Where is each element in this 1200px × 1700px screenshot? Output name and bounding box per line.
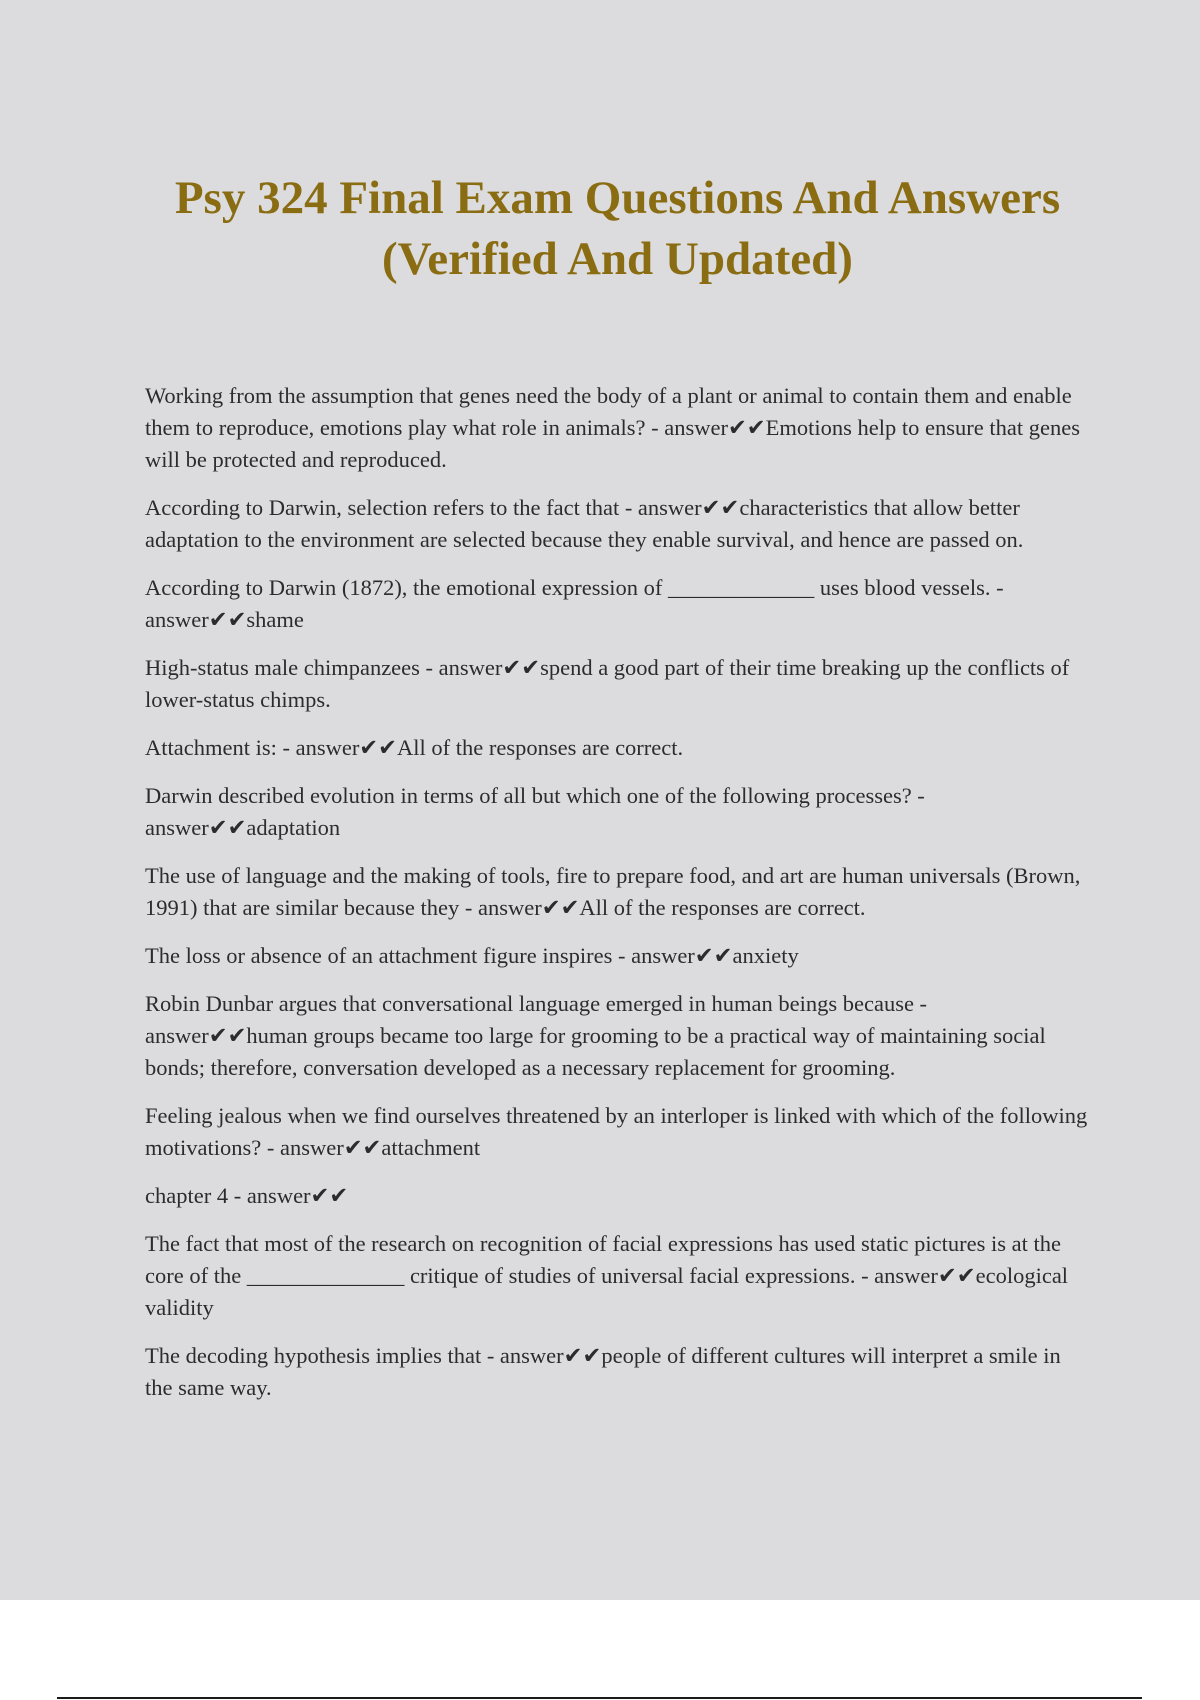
qa-item: According to Darwin (1872), the emotional expression of _____________ uses blood vessels. - answer✔✔shame <box>145 575 1004 632</box>
qa-item: According to Darwin, selection refers to the fact that - answer✔✔characteristics that allow better adaptation to the environment are selected because they enable survival, and hence are passed on. <box>145 495 1024 552</box>
qa-item: The decoding hypothesis implies that - answer✔✔people of different cultures will interpret a smile in the same way. <box>145 1343 1061 1400</box>
footer-divider <box>57 1697 1142 1699</box>
qa-item: Feeling jealous when we find ourselves threatened by an interloper is linked with which of the following motivations? - answer✔✔attachment <box>145 1103 1088 1160</box>
qa-item: Working from the assumption that genes need the body of a plant or animal to contain them and enable them to reproduce, emotions play what role in animals? - answer✔✔Emotions help to ensure that genes will be protected and reproduced. <box>145 383 1080 472</box>
qa-item: The fact that most of the research on recognition of facial expressions has used static pictures is at the core of the ______________ critique of studies of universal facial expressions. - answer✔✔ecological validity <box>145 1231 1069 1320</box>
qa-item: The loss or absence of an attachment figure inspires - answer✔✔anxiety <box>145 943 799 968</box>
qa-item: High-status male chimpanzees - answer✔✔spend a good part of their time breaking up the conflicts of lower-status chimps. <box>145 655 1070 712</box>
qa-item: Darwin described evolution in terms of all but which one of the following processes? - answer✔✔adaptation <box>145 783 925 840</box>
qa-item: Robin Dunbar argues that conversational language emerged in human beings because - answer✔✔human groups became too large for grooming to be a practical way of maintaining social bonds; therefore, conversation developed as a necessary replacement for grooming. <box>145 991 1046 1080</box>
question-answer-list <box>145 380 1090 1420</box>
document-title: Psy 324 Final Exam Questions And Answers (Verified And Updated) <box>174 172 1061 285</box>
qa-item: Attachment is: - answer✔✔All of the responses are correct. <box>145 735 684 760</box>
qa-item: chapter 4 - answer✔✔ <box>145 1183 349 1208</box>
qa-item: The use of language and the making of tools, fire to prepare food, and art are human universals (Brown, 1991) that are similar because they - answer✔✔All of the responses are correct. <box>145 863 1081 920</box>
